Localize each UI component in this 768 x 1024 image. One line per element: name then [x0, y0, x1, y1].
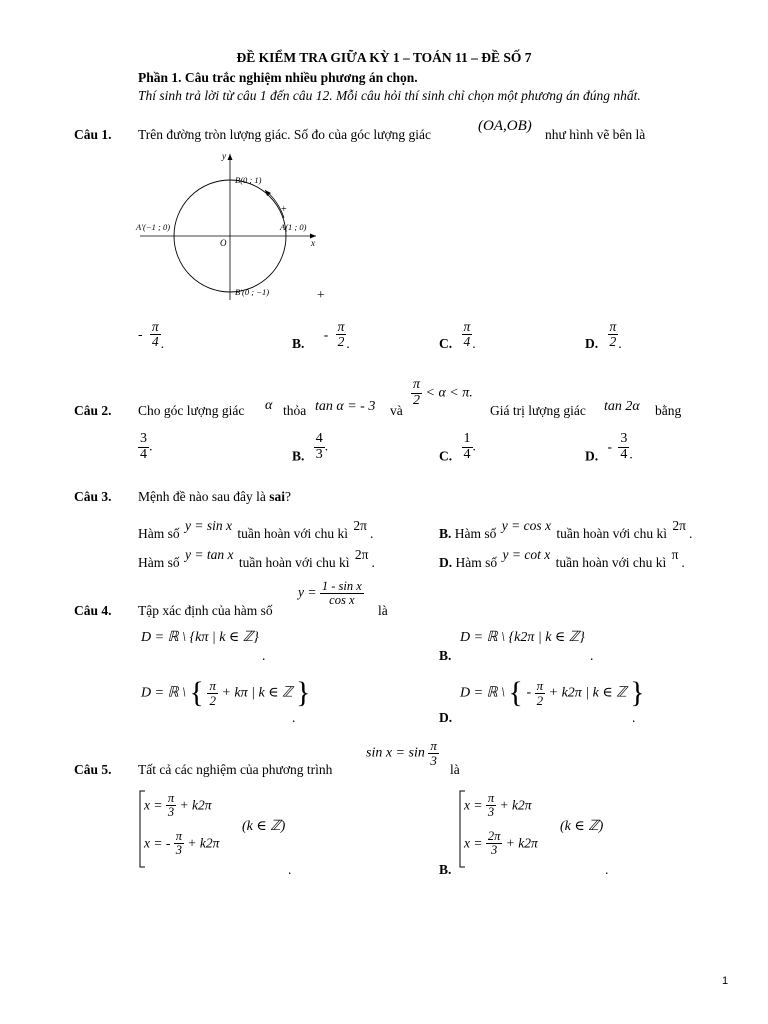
- option-b-tail: .: [605, 862, 609, 877]
- option-a: Hàm số y = sin x tuần hoàn với chu kì 2π.: [138, 518, 374, 541]
- option-b-expression: D = ℝ \ {k2π | k ∈ ℤ}: [460, 630, 585, 645]
- instruction-text: Thí sinh trả lời từ câu 1 đến câu 12. Mỗi câu hỏi thí sinh chỉ chọn một phương án đúng nhất.: [138, 88, 641, 103]
- page-number: 1: [722, 975, 729, 987]
- point-b-prime-label: B′(0 ; −1): [235, 287, 270, 297]
- option-d-tail: .: [632, 710, 636, 725]
- exam-title: ĐỀ KIỂM TRA GIỮA KỲ 1 – TOÁN 11 – ĐỀ SỐ 7: [236, 50, 532, 65]
- option-b-letter: B.: [439, 648, 452, 663]
- option-c: C. $\frac{1}{4}$ .: [439, 431, 476, 464]
- math-function: y = $\frac{\text{1 - sin x}}{\text{cos x}}$: [298, 579, 362, 608]
- math-alpha: α: [265, 398, 273, 413]
- option-c: C. $\frac{\pi}{4}$ .: [439, 319, 476, 351]
- option-b: B. - $\frac{\pi}{2}$ .: [292, 319, 350, 351]
- option-d-expression: D = ℝ \ { - $\frac{\pi}{2}$ + k2π | k ∈ ℤ }: [460, 676, 645, 709]
- question-text: bằng: [655, 403, 682, 418]
- question-label: Câu 2.: [74, 403, 112, 418]
- option-b-letter: B.: [439, 862, 452, 877]
- point-a-prime-label: A′(−1 ; 0): [136, 222, 171, 232]
- question-text: như hình vẽ bên là: [545, 127, 646, 142]
- question-text: thỏa: [283, 403, 307, 418]
- math-condition: tan α = - 3: [315, 399, 376, 414]
- question-text: Trên đường tròn lượng giác. Số đo của góc lượng giác: [138, 127, 431, 142]
- point-b-label: B(0 ; 1): [235, 175, 262, 185]
- question-text: và: [390, 403, 403, 418]
- question-label: Câu 1.: [74, 127, 112, 142]
- arc-sign-label: +: [281, 204, 287, 215]
- option-b-condition: (k ∈ ℤ): [560, 819, 604, 834]
- question-text: Tập xác định của hàm số: [138, 603, 273, 618]
- option-c: Hàm số y = tan x tuần hoàn với chu kì 2π.: [138, 547, 375, 570]
- option-c-tail: .: [292, 710, 296, 725]
- option-a: - $\frac{\pi}{4}$ .: [138, 319, 165, 351]
- math-range: $\frac{\pi}{2}$ < α < π.: [413, 377, 473, 408]
- question-text: Mệnh đề nào sau đây là sai?: [138, 489, 291, 504]
- option-b: B. Hàm số y = cos x tuần hoàn với chu kì 2π.: [439, 518, 693, 541]
- unit-circle-figure: [134, 150, 334, 305]
- extra-plus-mark: +: [317, 287, 325, 302]
- option-a-expression: D = ℝ \ {kπ | k ∈ ℤ}: [141, 630, 259, 645]
- question-text: Tất cả các nghiệm của phương trình: [138, 762, 333, 777]
- option-d: D. $\frac{\pi}{2}$ .: [585, 319, 622, 351]
- question-text: là: [450, 762, 460, 777]
- y-axis-label: y: [222, 151, 226, 161]
- question-label: Câu 4.: [74, 603, 112, 618]
- option-c-expression: D = ℝ \ { $\frac{\pi}{2}$ + kπ | k ∈ ℤ }: [141, 676, 311, 709]
- question-text: Cho góc lượng giác: [138, 403, 245, 418]
- math-equation: sin x = sin $\frac{\pi}{3}$: [366, 738, 437, 768]
- option-d: D. - $\frac{3}{4}$ .: [585, 431, 633, 464]
- math-target: tan 2α: [604, 399, 640, 414]
- option-d: D. Hàm số y = cot x tuần hoàn với chu kì π.: [439, 547, 685, 570]
- x-axis-label: x: [311, 238, 315, 248]
- option-a-condition: (k ∈ ℤ): [242, 819, 286, 834]
- point-a-label: A(1 ; 0): [280, 222, 307, 232]
- option-b-tail: .: [590, 648, 594, 663]
- option-a-system: x = $\frac{\pi}{3}$ + k2π x = - $\frac{\pi}{3}$ + k2π: [138, 790, 298, 868]
- part-heading: Phần 1. Câu trắc nghiệm nhiều phương án chọn.: [138, 70, 418, 85]
- origin-label: O: [220, 238, 227, 248]
- question-text: là: [378, 603, 388, 618]
- option-d-letter: D.: [439, 710, 453, 725]
- option-b-system: x = $\frac{\pi}{3}$ + k2π x = $\frac{2\pi}{3}$ + k2π: [458, 790, 618, 868]
- math-angle: (OA,OB): [478, 118, 532, 134]
- option-a-tail: .: [262, 648, 266, 663]
- question-label: Câu 3.: [74, 489, 112, 504]
- question-label: Câu 5.: [74, 762, 112, 777]
- option-a: $\frac{3}{4}$ .: [140, 431, 153, 462]
- question-text: Giá trị lượng giác: [490, 403, 586, 418]
- option-a-tail: .: [288, 862, 292, 877]
- option-b: B. $\frac{4}{3}$ .: [292, 431, 329, 464]
